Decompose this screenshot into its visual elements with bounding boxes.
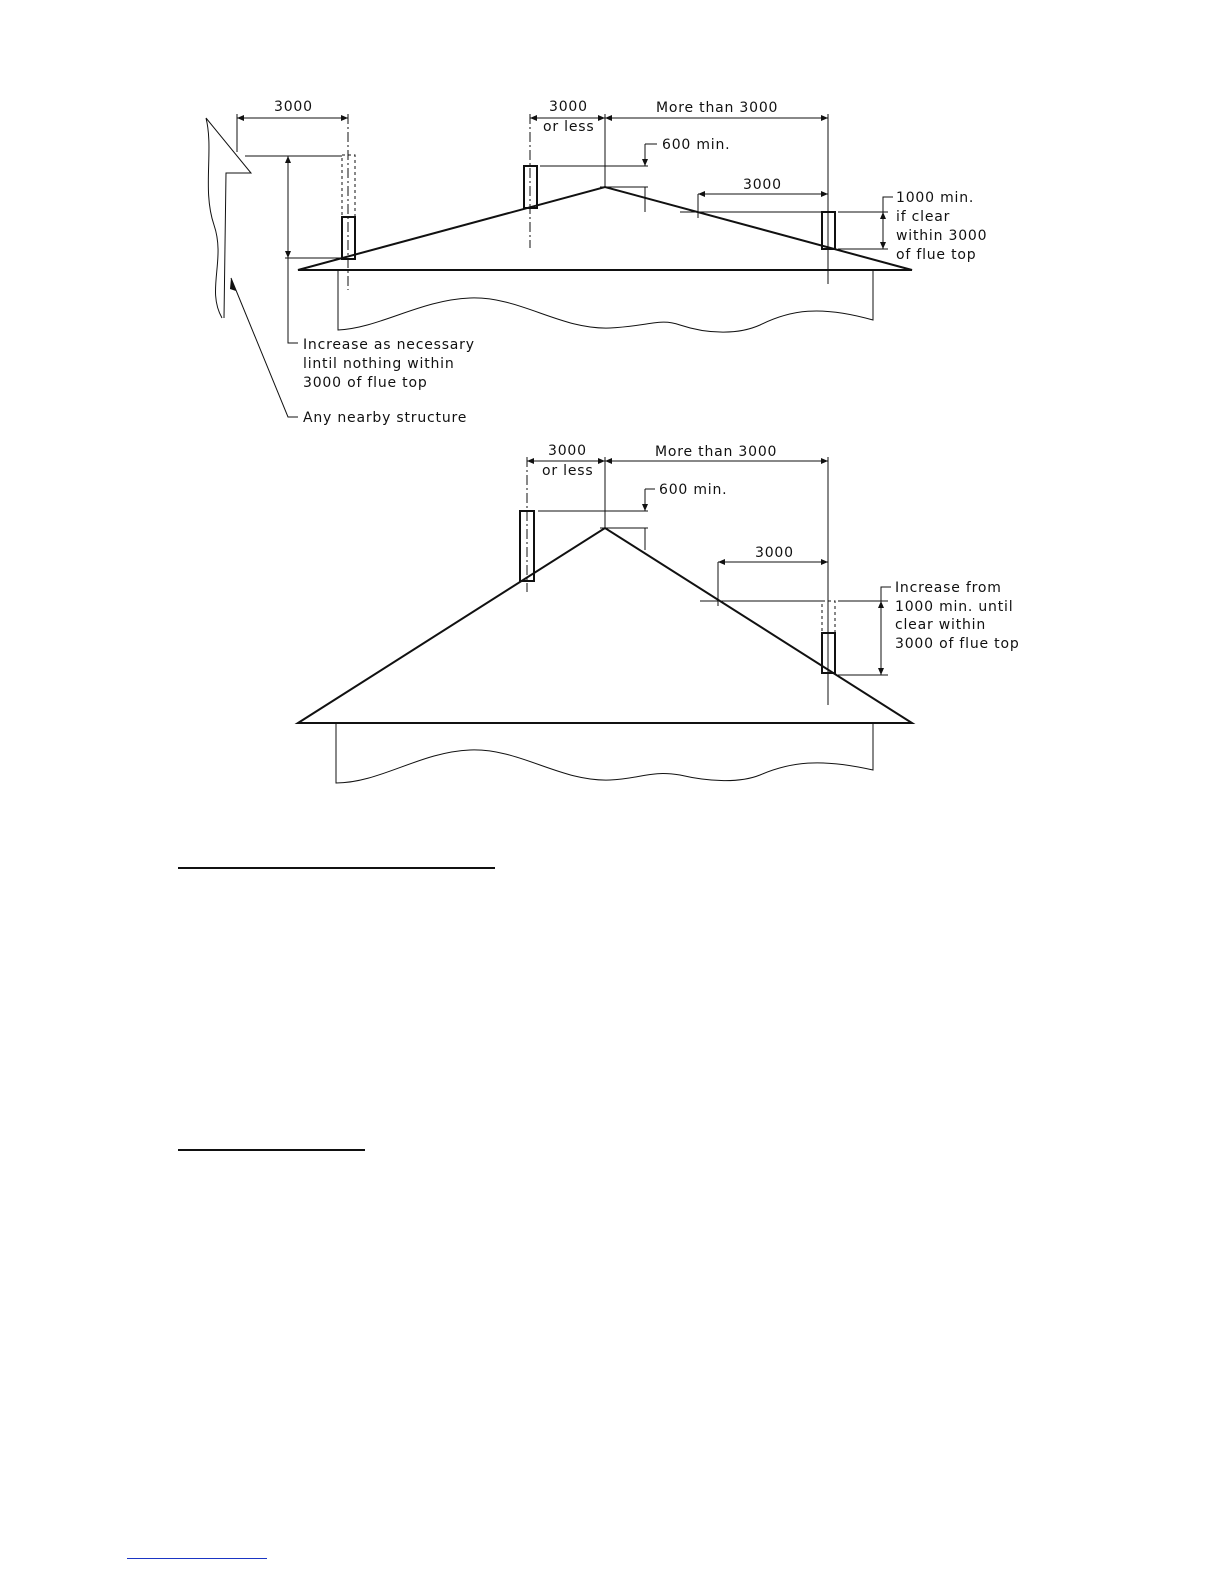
bottom-label-increase-4: 3000 of flue top (895, 636, 1020, 652)
top-building-wall (338, 270, 873, 332)
label-1000-min-4: of flue top (896, 247, 977, 263)
label-increase-3: 3000 of flue top (303, 375, 428, 391)
footnote-link-rule[interactable] (127, 1558, 267, 1559)
bottom-dim-right-3000: 3000 (755, 545, 794, 561)
label-1000-min-3: within 3000 (896, 228, 988, 244)
bottom-label-increase-2: 1000 min. until (895, 599, 1014, 615)
bottom-label-increase-3: clear within (895, 617, 987, 633)
bottom-label-increase-1: Increase from (895, 580, 1002, 596)
dim-3000-or-less-1: 3000 (549, 99, 588, 115)
bottom-dim-more-than-3000: More than 3000 (655, 444, 778, 460)
top-diagram (206, 99, 987, 426)
label-1000-min-2: if clear (896, 209, 951, 225)
top-roof-outline (298, 187, 912, 270)
bottom-label-600-min: 600 min. (659, 482, 728, 498)
bottom-building-wall (336, 723, 873, 783)
dim-right-3000: 3000 (743, 177, 782, 193)
section-rule-1 (178, 867, 495, 869)
dim-more-than-3000: More than 3000 (656, 100, 779, 116)
nearby-structure-outline (206, 118, 251, 318)
label-increase-2: lintil nothing within (303, 356, 455, 372)
bottom-roof-outline (298, 528, 912, 723)
bottom-dim-3000-or-less-1: 3000 (548, 443, 587, 459)
bottom-dim-3000-or-less-2: or less (542, 463, 594, 479)
label-1000-min-1: 1000 min. (896, 190, 975, 206)
dim-3000-or-less-2: or less (543, 119, 595, 135)
label-600-min: 600 min. (662, 137, 731, 153)
bottom-diagram (298, 443, 1020, 783)
label-nearby-structure: Any nearby structure (303, 410, 468, 426)
section-rule-2 (178, 1149, 365, 1151)
dim-left-3000: 3000 (274, 99, 313, 115)
label-increase-1: Increase as necessary (303, 337, 475, 353)
